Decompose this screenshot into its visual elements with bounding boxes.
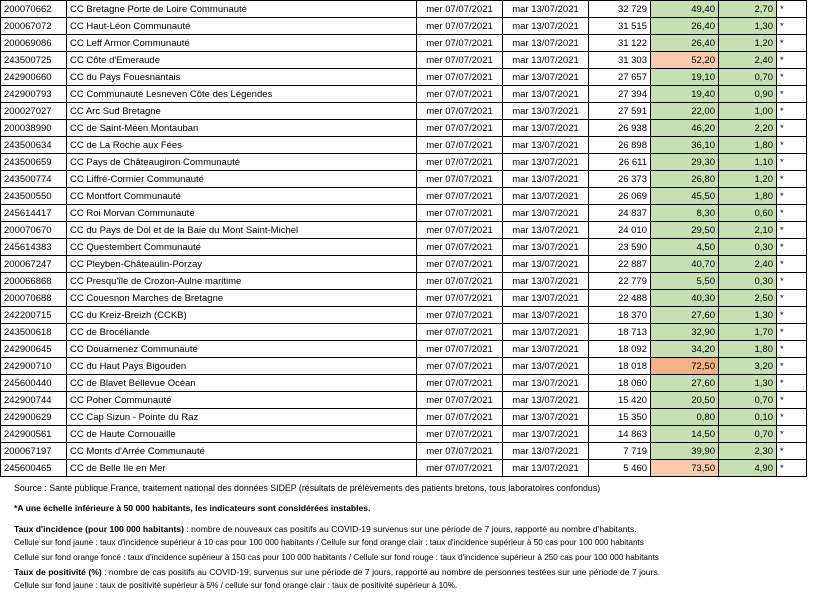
cell-epci-name[interactable]: CC de Brocéliande xyxy=(67,324,417,341)
table-row[interactable] xyxy=(1,52,807,69)
cell-end-date[interactable]: mar 13/07/2021 xyxy=(503,426,589,443)
cell-positivity-rate[interactable]: 2,10 xyxy=(719,222,777,239)
cell-start-date[interactable]: mer 07/07/2021 xyxy=(417,324,503,341)
cell-positivity-rate[interactable]: 0,60 xyxy=(719,205,777,222)
cell-start-date[interactable]: mer 07/07/2021 xyxy=(417,18,503,35)
cell-start-date[interactable]: mer 07/07/2021 xyxy=(417,86,503,103)
cell-code[interactable]: 200070670 xyxy=(1,222,67,239)
cell-instability-marker[interactable]: * xyxy=(777,307,807,324)
cell-incidence-rate[interactable]: 0,80 xyxy=(651,409,719,426)
cell-population[interactable]: 7 719 xyxy=(589,443,651,460)
cell-start-date[interactable]: mer 07/07/2021 xyxy=(417,341,503,358)
table-row[interactable] xyxy=(1,18,807,35)
cell-instability-marker[interactable]: * xyxy=(777,205,807,222)
cell-positivity-rate[interactable]: 0,70 xyxy=(719,426,777,443)
table-row[interactable] xyxy=(1,1,807,18)
cell-code[interactable]: 245614417 xyxy=(1,205,67,222)
cell-incidence-rate[interactable]: 26,80 xyxy=(651,171,719,188)
cell-epci-name[interactable]: CC de Saint-Méen Montauban xyxy=(67,120,417,137)
cell-epci-name[interactable]: CC Bretagne Porte de Loire Communauté xyxy=(67,1,417,18)
cell-positivity-rate[interactable]: 1,30 xyxy=(719,307,777,324)
cell-instability-marker[interactable]: * xyxy=(777,290,807,307)
cell-end-date[interactable]: mar 13/07/2021 xyxy=(503,205,589,222)
cell-positivity-rate[interactable]: 0,10 xyxy=(719,409,777,426)
cell-code[interactable]: 242900744 xyxy=(1,392,67,409)
cell-population[interactable]: 22 488 xyxy=(589,290,651,307)
cell-end-date[interactable]: mar 13/07/2021 xyxy=(503,341,589,358)
cell-start-date[interactable]: mer 07/07/2021 xyxy=(417,239,503,256)
cell-epci-name[interactable]: CC de Blavet Bellevue Océan xyxy=(67,375,417,392)
cell-population[interactable]: 26 898 xyxy=(589,137,651,154)
cell-end-date[interactable]: mar 13/07/2021 xyxy=(503,137,589,154)
table-row[interactable] xyxy=(1,341,807,358)
cell-population[interactable]: 15 420 xyxy=(589,392,651,409)
cell-positivity-rate[interactable]: 4,90 xyxy=(719,460,777,477)
cell-incidence-rate[interactable]: 22,00 xyxy=(651,103,719,120)
cell-start-date[interactable]: mer 07/07/2021 xyxy=(417,137,503,154)
table-row[interactable] xyxy=(1,409,807,426)
cell-incidence-rate[interactable]: 49,40 xyxy=(651,1,719,18)
table-row[interactable] xyxy=(1,358,807,375)
cell-population[interactable]: 5 460 xyxy=(589,460,651,477)
cell-epci-name[interactable]: CC Liffré-Cormier Communauté xyxy=(67,171,417,188)
cell-instability-marker[interactable]: * xyxy=(777,171,807,188)
cell-positivity-rate[interactable]: 2,70 xyxy=(719,1,777,18)
cell-code[interactable]: 242900793 xyxy=(1,86,67,103)
cell-positivity-rate[interactable]: 1,80 xyxy=(719,137,777,154)
cell-code[interactable]: 200069086 xyxy=(1,35,67,52)
cell-start-date[interactable]: mer 07/07/2021 xyxy=(417,460,503,477)
cell-end-date[interactable]: mar 13/07/2021 xyxy=(503,307,589,324)
cell-population[interactable]: 18 370 xyxy=(589,307,651,324)
cell-code[interactable]: 245600440 xyxy=(1,375,67,392)
cell-epci-name[interactable]: CC de La Roche aux Fées xyxy=(67,137,417,154)
cell-instability-marker[interactable]: * xyxy=(777,188,807,205)
cell-code[interactable]: 242900660 xyxy=(1,69,67,86)
cell-incidence-rate[interactable]: 26,40 xyxy=(651,18,719,35)
cell-end-date[interactable]: mar 13/07/2021 xyxy=(503,256,589,273)
cell-positivity-rate[interactable]: 1,70 xyxy=(719,324,777,341)
cell-end-date[interactable]: mar 13/07/2021 xyxy=(503,392,589,409)
cell-code[interactable]: 200070662 xyxy=(1,1,67,18)
cell-instability-marker[interactable]: * xyxy=(777,426,807,443)
cell-code[interactable]: 200038990 xyxy=(1,120,67,137)
cell-instability-marker[interactable]: * xyxy=(777,120,807,137)
cell-epci-name[interactable]: CC du Haut Pays Bigouden xyxy=(67,358,417,375)
table-row[interactable] xyxy=(1,239,807,256)
cell-end-date[interactable]: mar 13/07/2021 xyxy=(503,69,589,86)
cell-end-date[interactable]: mar 13/07/2021 xyxy=(503,103,589,120)
cell-population[interactable]: 14 863 xyxy=(589,426,651,443)
table-row[interactable] xyxy=(1,324,807,341)
cell-positivity-rate[interactable]: 0,30 xyxy=(719,273,777,290)
cell-incidence-rate[interactable]: 26,40 xyxy=(651,35,719,52)
cell-end-date[interactable]: mar 13/07/2021 xyxy=(503,324,589,341)
cell-start-date[interactable]: mer 07/07/2021 xyxy=(417,171,503,188)
cell-epci-name[interactable]: CC de Haute Cornouaille xyxy=(67,426,417,443)
cell-instability-marker[interactable]: * xyxy=(777,443,807,460)
cell-epci-name[interactable]: CC Leff Armor Communauté xyxy=(67,35,417,52)
cell-instability-marker[interactable]: * xyxy=(777,239,807,256)
cell-end-date[interactable]: mar 13/07/2021 xyxy=(503,171,589,188)
source-note: Source : Santé publique France, traitement national des données SIDEP (résultats de prélèvements des patients bretons, tous laboratoires confondus) xyxy=(14,483,601,493)
cell-population[interactable]: 31 303 xyxy=(589,52,651,69)
cell-code[interactable]: 200066868 xyxy=(1,273,67,290)
cell-start-date[interactable]: mer 07/07/2021 xyxy=(417,69,503,86)
cell-code[interactable]: 243500725 xyxy=(1,52,67,69)
cell-incidence-rate[interactable]: 34,20 xyxy=(651,341,719,358)
cell-population[interactable]: 18 713 xyxy=(589,324,651,341)
cell-start-date[interactable]: mer 07/07/2021 xyxy=(417,426,503,443)
table-row[interactable] xyxy=(1,35,807,52)
notes-block xyxy=(0,477,820,593)
cell-positivity-rate[interactable]: 2,20 xyxy=(719,120,777,137)
cell-instability-marker[interactable]: * xyxy=(777,409,807,426)
table-body xyxy=(1,1,807,477)
cell-instability-marker[interactable]: * xyxy=(777,222,807,239)
incidence-rule-1: Cellule sur fond jaune : taux d'incidence supérieur à 10 cas pour 100 000 habitants / Cellule sur fond orange clair : taux d'incidence supérieur à 50 cas pour 100 000 habitants xyxy=(14,538,644,548)
cell-start-date[interactable]: mer 07/07/2021 xyxy=(417,1,503,18)
cell-incidence-rate[interactable]: 27,60 xyxy=(651,375,719,392)
cell-end-date[interactable]: mar 13/07/2021 xyxy=(503,290,589,307)
cell-instability-marker[interactable]: * xyxy=(777,324,807,341)
cell-epci-name[interactable]: CC Arc Sud Bretagne xyxy=(67,103,417,120)
cell-instability-marker[interactable]: * xyxy=(777,273,807,290)
cell-population[interactable]: 15 350 xyxy=(589,409,651,426)
cell-epci-name[interactable]: CC Questembert Communauté xyxy=(67,239,417,256)
cell-end-date[interactable]: mar 13/07/2021 xyxy=(503,409,589,426)
cell-population[interactable]: 26 069 xyxy=(589,188,651,205)
cell-code[interactable]: 243500634 xyxy=(1,137,67,154)
cell-epci-name[interactable]: CC Cap Sizun - Pointe du Raz xyxy=(67,409,417,426)
cell-population[interactable]: 27 394 xyxy=(589,86,651,103)
cell-end-date[interactable]: mar 13/07/2021 xyxy=(503,358,589,375)
cell-code[interactable]: 242900645 xyxy=(1,341,67,358)
cell-code[interactable]: 243500618 xyxy=(1,324,67,341)
cell-population[interactable]: 18 060 xyxy=(589,375,651,392)
cell-instability-marker[interactable]: * xyxy=(777,256,807,273)
cell-population[interactable]: 26 611 xyxy=(589,154,651,171)
cell-instability-marker[interactable]: * xyxy=(777,18,807,35)
cell-incidence-rate[interactable]: 46,20 xyxy=(651,120,719,137)
cell-start-date[interactable]: mer 07/07/2021 xyxy=(417,375,503,392)
cell-population[interactable]: 26 938 xyxy=(589,120,651,137)
cell-code[interactable]: 242900629 xyxy=(1,409,67,426)
cell-end-date[interactable]: mar 13/07/2021 xyxy=(503,188,589,205)
cell-start-date[interactable]: mer 07/07/2021 xyxy=(417,188,503,205)
cell-end-date[interactable]: mar 13/07/2021 xyxy=(503,35,589,52)
cell-start-date[interactable]: mer 07/07/2021 xyxy=(417,120,503,137)
cell-end-date[interactable]: mar 13/07/2021 xyxy=(503,460,589,477)
cell-epci-name[interactable]: CC Roi Morvan Communauté xyxy=(67,205,417,222)
incidence-definition xyxy=(14,523,820,535)
incidence-text: : nombre de nouveaux cas positifs au COVID-19 survenus sur une période de 7 jours, rapporté au nombre d'habitants. xyxy=(183,523,637,534)
cell-instability-marker[interactable]: * xyxy=(777,154,807,171)
cell-code[interactable]: 200067072 xyxy=(1,18,67,35)
cell-incidence-rate[interactable]: 36,10 xyxy=(651,137,719,154)
cell-epci-name[interactable]: CC Couesnon Marches de Bretagne xyxy=(67,290,417,307)
cell-epci-name[interactable]: CC Monts d'Arrée Communauté xyxy=(67,443,417,460)
table-row[interactable] xyxy=(1,171,807,188)
cell-start-date[interactable]: mer 07/07/2021 xyxy=(417,256,503,273)
cell-positivity-rate[interactable]: 0,70 xyxy=(719,392,777,409)
table-row[interactable] xyxy=(1,154,807,171)
cell-start-date[interactable]: mer 07/07/2021 xyxy=(417,154,503,171)
cell-code[interactable]: 200070688 xyxy=(1,290,67,307)
incidence-rule-2: Cellule sur fond orange foncé : taux d'incidence supérieur à 150 cas pour 100 000 habitants / Cellule sur fond rouge : taux d'incidence supérieur à 250 cas pour 100 000 habitants xyxy=(14,552,659,562)
cell-code[interactable]: 200067247 xyxy=(1,256,67,273)
cell-end-date[interactable]: mar 13/07/2021 xyxy=(503,443,589,460)
cell-instability-marker[interactable]: * xyxy=(777,341,807,358)
cell-incidence-rate[interactable]: 5,50 xyxy=(651,273,719,290)
table-row[interactable] xyxy=(1,375,807,392)
cell-population[interactable]: 23 590 xyxy=(589,239,651,256)
cell-instability-marker[interactable]: * xyxy=(777,460,807,477)
cell-incidence-rate[interactable]: 4,50 xyxy=(651,239,719,256)
positivity-definition xyxy=(14,566,820,578)
cell-code[interactable]: 245600465 xyxy=(1,460,67,477)
cell-end-date[interactable]: mar 13/07/2021 xyxy=(503,120,589,137)
cell-code[interactable]: 200027027 xyxy=(1,103,67,120)
table-row[interactable] xyxy=(1,290,807,307)
cell-incidence-rate[interactable]: 40,30 xyxy=(651,290,719,307)
table-row[interactable] xyxy=(1,69,807,86)
cell-instability-marker[interactable]: * xyxy=(777,1,807,18)
cell-epci-name[interactable]: CC Poher Communauté xyxy=(67,392,417,409)
cell-end-date[interactable]: mar 13/07/2021 xyxy=(503,222,589,239)
cell-population[interactable]: 32 729 xyxy=(589,1,651,18)
incidence-title: Taux d'incidence (pour 100 000 habitants) xyxy=(14,523,184,534)
cell-code[interactable]: 200067197 xyxy=(1,443,67,460)
cell-start-date[interactable]: mer 07/07/2021 xyxy=(417,290,503,307)
cell-incidence-rate[interactable]: 27,60 xyxy=(651,307,719,324)
cell-positivity-rate[interactable]: 1,00 xyxy=(719,103,777,120)
table-row[interactable] xyxy=(1,460,807,477)
cell-start-date[interactable]: mer 07/07/2021 xyxy=(417,273,503,290)
cell-end-date[interactable]: mar 13/07/2021 xyxy=(503,1,589,18)
cell-start-date[interactable]: mer 07/07/2021 xyxy=(417,222,503,239)
cell-positivity-rate[interactable]: 2,30 xyxy=(719,443,777,460)
cell-incidence-rate[interactable]: 39,90 xyxy=(651,443,719,460)
table-row[interactable] xyxy=(1,188,807,205)
instability-footnote: *A une échelle inférieure à 50 000 habitants, les indicateurs sont considérées instables. xyxy=(14,503,371,514)
cell-code[interactable]: 242900561 xyxy=(1,426,67,443)
cell-instability-marker[interactable]: * xyxy=(777,52,807,69)
cell-positivity-rate[interactable]: 1,20 xyxy=(719,35,777,52)
cell-epci-name[interactable]: CC du Pays Fouesnantais xyxy=(67,69,417,86)
cell-positivity-rate[interactable]: 1,30 xyxy=(719,375,777,392)
cell-code[interactable]: 242900710 xyxy=(1,358,67,375)
cell-incidence-rate[interactable]: 20,50 xyxy=(651,392,719,409)
cell-instability-marker[interactable]: * xyxy=(777,35,807,52)
cell-positivity-rate[interactable]: 1,20 xyxy=(719,171,777,188)
cell-positivity-rate[interactable]: 1,80 xyxy=(719,188,777,205)
cell-positivity-rate[interactable]: 0,90 xyxy=(719,86,777,103)
cell-incidence-rate[interactable]: 45,50 xyxy=(651,188,719,205)
cell-epci-name[interactable]: CC Presqu'île de Crozon-Aulne maritime xyxy=(67,273,417,290)
cell-instability-marker[interactable]: * xyxy=(777,86,807,103)
cell-epci-name[interactable]: CC Montfort Communauté xyxy=(67,188,417,205)
cell-start-date[interactable]: mer 07/07/2021 xyxy=(417,358,503,375)
cell-instability-marker[interactable]: * xyxy=(777,392,807,409)
cell-positivity-rate[interactable]: 1,30 xyxy=(719,18,777,35)
cell-incidence-rate[interactable]: 29,50 xyxy=(651,222,719,239)
cell-positivity-rate[interactable]: 2,40 xyxy=(719,256,777,273)
cell-population[interactable]: 18 018 xyxy=(589,358,651,375)
cell-incidence-rate[interactable]: 40,70 xyxy=(651,256,719,273)
table-row[interactable] xyxy=(1,137,807,154)
cell-positivity-rate[interactable]: 2,40 xyxy=(719,52,777,69)
positivity-rule-1: Cellule sur fond jaune : taux de positivité supérieur à 5% / cellule sur fond orange clair : taux de positivité supérieur à 10%. xyxy=(14,581,458,591)
positivity-text: : nombre de cas positifs au COVID-19, survenus sur une période de 7 jours, rapporté au nombre de personnes testées sur une période de 7 jours. xyxy=(101,567,661,578)
cell-start-date[interactable]: mer 07/07/2021 xyxy=(417,409,503,426)
table-row[interactable] xyxy=(1,120,807,137)
cell-start-date[interactable]: mer 07/07/2021 xyxy=(417,205,503,222)
table-row[interactable] xyxy=(1,426,807,443)
cell-end-date[interactable]: mar 13/07/2021 xyxy=(503,86,589,103)
cell-end-date[interactable]: mar 13/07/2021 xyxy=(503,375,589,392)
table-row[interactable] xyxy=(1,222,807,239)
cell-incidence-rate[interactable]: 19,40 xyxy=(651,86,719,103)
cell-population[interactable]: 31 122 xyxy=(589,35,651,52)
cell-epci-name[interactable]: CC du Kreiz-Breizh (CCKB) xyxy=(67,307,417,324)
cell-epci-name[interactable]: CC Pleyben-Châteaulin-Porzay xyxy=(67,256,417,273)
cell-instability-marker[interactable]: * xyxy=(777,375,807,392)
cell-incidence-rate[interactable]: 72,50 xyxy=(651,358,719,375)
cell-incidence-rate[interactable]: 29,30 xyxy=(651,154,719,171)
cell-population[interactable]: 22 887 xyxy=(589,256,651,273)
cell-incidence-rate[interactable]: 32,90 xyxy=(651,324,719,341)
positivity-title: Taux de positivité (%) xyxy=(14,567,102,578)
cell-positivity-rate[interactable]: 3,20 xyxy=(719,358,777,375)
cell-end-date[interactable]: mar 13/07/2021 xyxy=(503,52,589,69)
cell-epci-name[interactable]: CC Côte d'Emeraude xyxy=(67,52,417,69)
cell-epci-name[interactable]: CC Haut-Léon Communauté xyxy=(67,18,417,35)
cell-population[interactable]: 27 657 xyxy=(589,69,651,86)
cell-positivity-rate[interactable]: 1,80 xyxy=(719,341,777,358)
cell-epci-name[interactable]: CC Communauté Lesneven Côte des Légendes xyxy=(67,86,417,103)
cell-instability-marker[interactable]: * xyxy=(777,137,807,154)
cell-end-date[interactable]: mar 13/07/2021 xyxy=(503,18,589,35)
cell-population[interactable]: 22 779 xyxy=(589,273,651,290)
table-row[interactable] xyxy=(1,392,807,409)
table-row[interactable] xyxy=(1,103,807,120)
cell-start-date[interactable]: mer 07/07/2021 xyxy=(417,443,503,460)
cell-code[interactable]: 243500659 xyxy=(1,154,67,171)
cell-incidence-rate[interactable]: 19,10 xyxy=(651,69,719,86)
cell-start-date[interactable]: mer 07/07/2021 xyxy=(417,52,503,69)
cell-instability-marker[interactable]: * xyxy=(777,69,807,86)
cell-start-date[interactable]: mer 07/07/2021 xyxy=(417,103,503,120)
cell-end-date[interactable]: mar 13/07/2021 xyxy=(503,273,589,290)
cell-positivity-rate[interactable]: 2,50 xyxy=(719,290,777,307)
cell-incidence-rate[interactable]: 52,20 xyxy=(651,52,719,69)
cell-start-date[interactable]: mer 07/07/2021 xyxy=(417,392,503,409)
cell-incidence-rate[interactable]: 8,30 xyxy=(651,205,719,222)
cell-positivity-rate[interactable]: 0,70 xyxy=(719,69,777,86)
cell-positivity-rate[interactable]: 1,10 xyxy=(719,154,777,171)
table-row[interactable] xyxy=(1,86,807,103)
cell-epci-name[interactable]: CC Douarnenez Communauté xyxy=(67,341,417,358)
cell-code[interactable]: 243500774 xyxy=(1,171,67,188)
cell-instability-marker[interactable]: * xyxy=(777,358,807,375)
cell-population[interactable]: 26 373 xyxy=(589,171,651,188)
cell-end-date[interactable]: mar 13/07/2021 xyxy=(503,239,589,256)
table-row[interactable] xyxy=(1,273,807,290)
cell-population[interactable]: 27 591 xyxy=(589,103,651,120)
cell-population[interactable]: 24 837 xyxy=(589,205,651,222)
cell-code[interactable]: 243500550 xyxy=(1,188,67,205)
cell-incidence-rate[interactable]: 73,50 xyxy=(651,460,719,477)
cell-epci-name[interactable]: CC du Pays de Dol et de la Baie du Mont Saint-Michel xyxy=(67,222,417,239)
table-row[interactable] xyxy=(1,256,807,273)
cell-start-date[interactable]: mer 07/07/2021 xyxy=(417,35,503,52)
table-row[interactable] xyxy=(1,307,807,324)
cell-start-date[interactable]: mer 07/07/2021 xyxy=(417,307,503,324)
cell-population[interactable]: 24 010 xyxy=(589,222,651,239)
cell-instability-marker[interactable]: * xyxy=(777,103,807,120)
table-row[interactable] xyxy=(1,205,807,222)
cell-population[interactable]: 18 092 xyxy=(589,341,651,358)
table-row[interactable] xyxy=(1,443,807,460)
cell-code[interactable]: 242200715 xyxy=(1,307,67,324)
cell-incidence-rate[interactable]: 14,50 xyxy=(651,426,719,443)
cell-end-date[interactable]: mar 13/07/2021 xyxy=(503,154,589,171)
cell-epci-name[interactable]: CC Pays de Châteaugiron Communauté xyxy=(67,154,417,171)
cell-positivity-rate[interactable]: 0,30 xyxy=(719,239,777,256)
cell-epci-name[interactable]: CC de Belle Ile en Mer xyxy=(67,460,417,477)
cell-code[interactable]: 245614383 xyxy=(1,239,67,256)
cell-population[interactable]: 31 515 xyxy=(589,18,651,35)
